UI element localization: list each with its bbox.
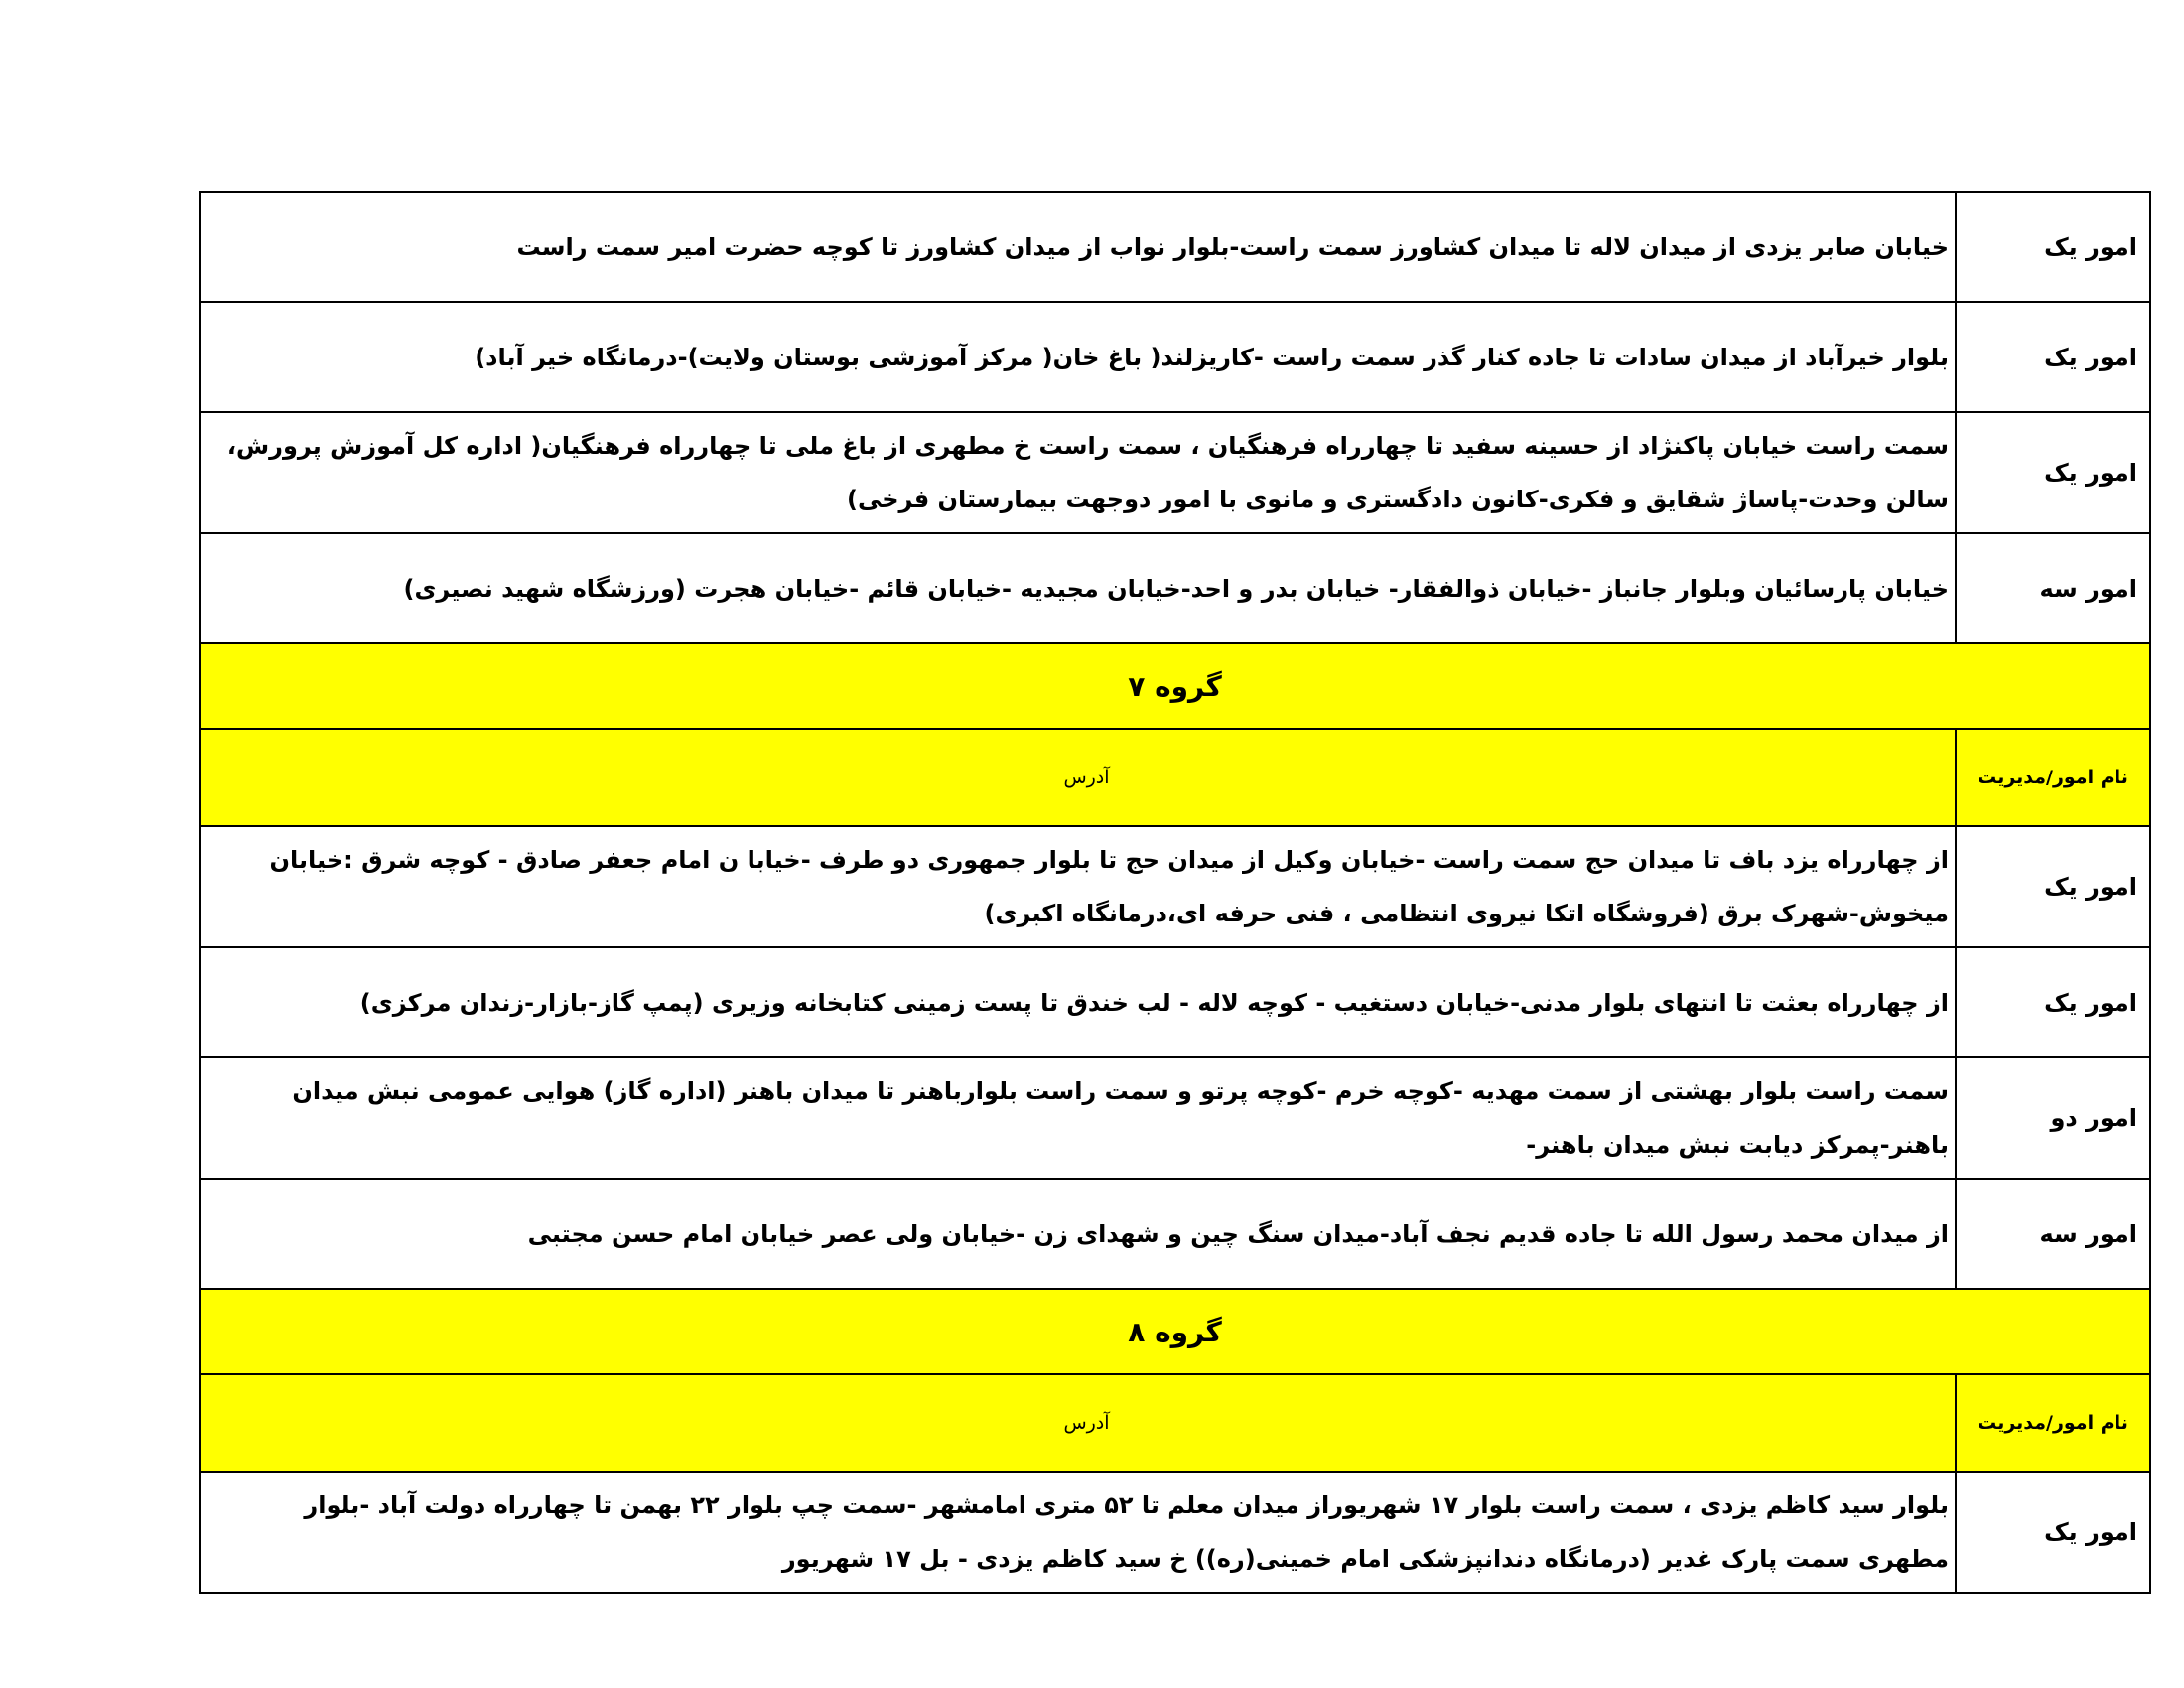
column-header-department: نام امور/مدیریت [1956,729,2150,826]
table-row [200,302,2150,412]
department-name: امور سه [1956,1179,2150,1289]
address-cell: از چهارراه بعثت تا انتهای بلوار مدنی-خیابان دستغیب - کوچه لاله - لب خندق تا پست زمینی کتابخانه وزیری (پمپ گاز-بازار-زندان مرکزی) [200,947,1956,1057]
department-name: امور یک [1956,412,2150,533]
group-heading-row [200,643,2150,729]
address-cell: سمت راست بلوار بهشتی از سمت مهدیه -کوچه خرم -کوچه پرتو و سمت راست بلوارباهنر تا میدان باهنر (اداره گاز) هوایی عمومی نبش میدان باهنر-پمرکز دیابت نبش میدان باهنر- [200,1057,1956,1179]
table-row [200,1057,2150,1179]
address-cell: بلوار خیرآباد از میدان سادات تا جاده کنار گذر سمت راست -کاریزلند( باغ خان( مرکز آموزشی بوستان ولایت)-درمانگاه خیر آباد) [200,302,1956,412]
column-header-row [200,1374,2150,1472]
column-header-department: نام امور/مدیریت [1956,1374,2150,1472]
group-7-title: گروه ۷ [200,643,2150,729]
address-cell: خیابان صابر یزدی از میدان لاله تا میدان کشاورز سمت راست-بلوار نواب از میدان کشاورز تا کوچه حضرت امیر سمت راست [200,192,1956,302]
table-row [200,947,2150,1057]
document-table-wrapper [199,191,2151,1594]
department-name: امور یک [1956,302,2150,412]
table-row [200,1179,2150,1289]
group-8-title: گروه ۸ [200,1289,2150,1374]
table-row [200,1472,2150,1593]
department-name: امور سه [1956,533,2150,643]
table-row [200,412,2150,533]
table-row [200,826,2150,947]
address-table [199,191,2151,1594]
address-cell: خیابان پارسائیان وبلوار جانباز -خیابان ذوالفقار- خیابان بدر و احد-خیابان مجیدیه -خیابان قائم -خیابان هجرت (ورزشگاه شهید نصیری) [200,533,1956,643]
department-name: امور یک [1956,1472,2150,1593]
department-name: امور یک [1956,826,2150,947]
department-name: امور یک [1956,947,2150,1057]
table-row [200,192,2150,302]
column-header-address: آدرس [200,1374,1956,1472]
column-header-address: آدرس [200,729,1956,826]
address-cell: از میدان محمد رسول الله تا جاده قدیم نجف آباد-میدان سنگ چین و شهدای زن -خیابان ولی عصر خیابان امام حسن مجتبی [200,1179,1956,1289]
group-heading-row [200,1289,2150,1374]
table-row [200,533,2150,643]
department-name: امور دو [1956,1057,2150,1179]
department-name: امور یک [1956,192,2150,302]
address-cell: سمت راست خیابان پاکنژاد از حسینه سفید تا چهارراه فرهنگیان ، سمت راست خ مطهری از باغ ملی تا چهارراه فرهنگیان( اداره کل آموزش پرورش، سالن وحدت-پاساژ شقایق و فکری-کانون دادگستری و مانوی با امور دوجهت بیمارستان فرخی) [200,412,1956,533]
address-cell: از چهارراه یزد باف تا میدان حج سمت راست -خیابان وکیل از میدان حج تا بلوار جمهوری دو طرف -خیابا ن امام جعفر صادق - کوچه شرق :خیابان میخوش-شهرک برق (فروشگاه اتکا نیروی انتظامی ، فنی حرفه ای،درمانگاه اکبری) [200,826,1956,947]
address-cell: بلوار سید کاظم یزدی ، سمت راست بلوار ۱۷ شهریوراز میدان معلم تا ۵۲ متری امامشهر -سمت چپ بلوار ۲۲ بهمن تا چهارراه دولت آباد -بلوار مطهری سمت پارک غدیر (درمانگاه دندانپزشکی امام خمینی(ره)) خ سید کاظم یزدی - بل ۱۷ شهریور [200,1472,1956,1593]
column-header-row [200,729,2150,826]
